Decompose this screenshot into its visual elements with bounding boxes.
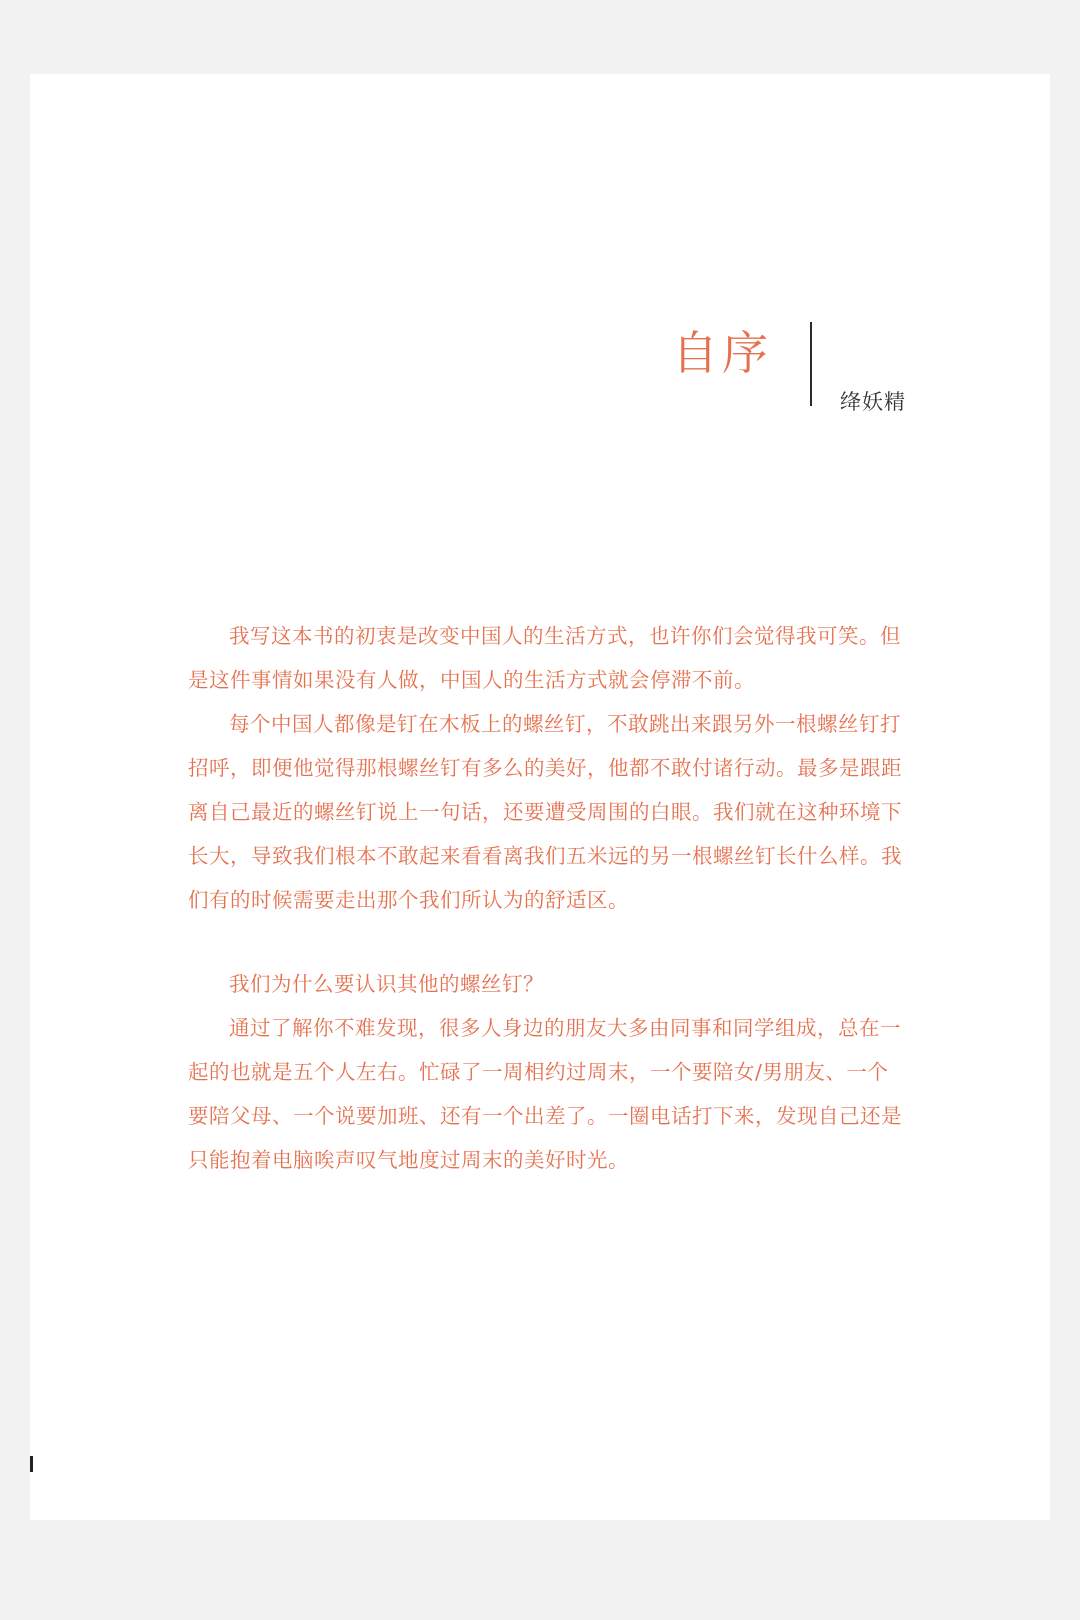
page-title: 自序 — [672, 326, 772, 380]
title-divider — [810, 322, 812, 406]
section-question: 我们为什么要认识其他的螺丝钉？ — [229, 972, 544, 996]
book-page — [30, 74, 1050, 1520]
scan-edge-mark — [30, 1456, 33, 1472]
paragraph: 每个中国人都像是钉在木板上的螺丝钉，不敢跳出来跟另外一根螺丝钉打招呼，即便他觉得那根螺丝钉有多么的美好，他都不敢付诸行动。最多是跟距离自己最近的螺丝钉说上一句话，还要遭受周围的白眼。我们就在这种环境下长大，导致我们根本不敢起来看看离我们五米远的另一根螺丝钉长什么样。我们有的时候需要走出那个我们所认为的舒适区。 — [188, 712, 902, 912]
paragraph: 通过了解你不难发现，很多人身边的朋友大多由同事和同学组成，总在一起的也就是五个人左右。忙碌了一周相约过周末，一个要陪女/男朋友、一个要陪父母、一个说要加班、还有一个出差了。一圈电话打下来，发现自己还是只能抱着电脑唉声叹气地度过周末的美好时光。 — [188, 1016, 902, 1172]
paragraph: 我写这本书的初衷是改变中国人的生活方式，也许你们会觉得我可笑。但是这件事情如果没有人做，中国人的生活方式就会停滞不前。 — [188, 624, 901, 692]
preface-body — [188, 614, 906, 1182]
preface-header — [630, 326, 960, 440]
author-name: 绛妖精 — [840, 390, 906, 414]
